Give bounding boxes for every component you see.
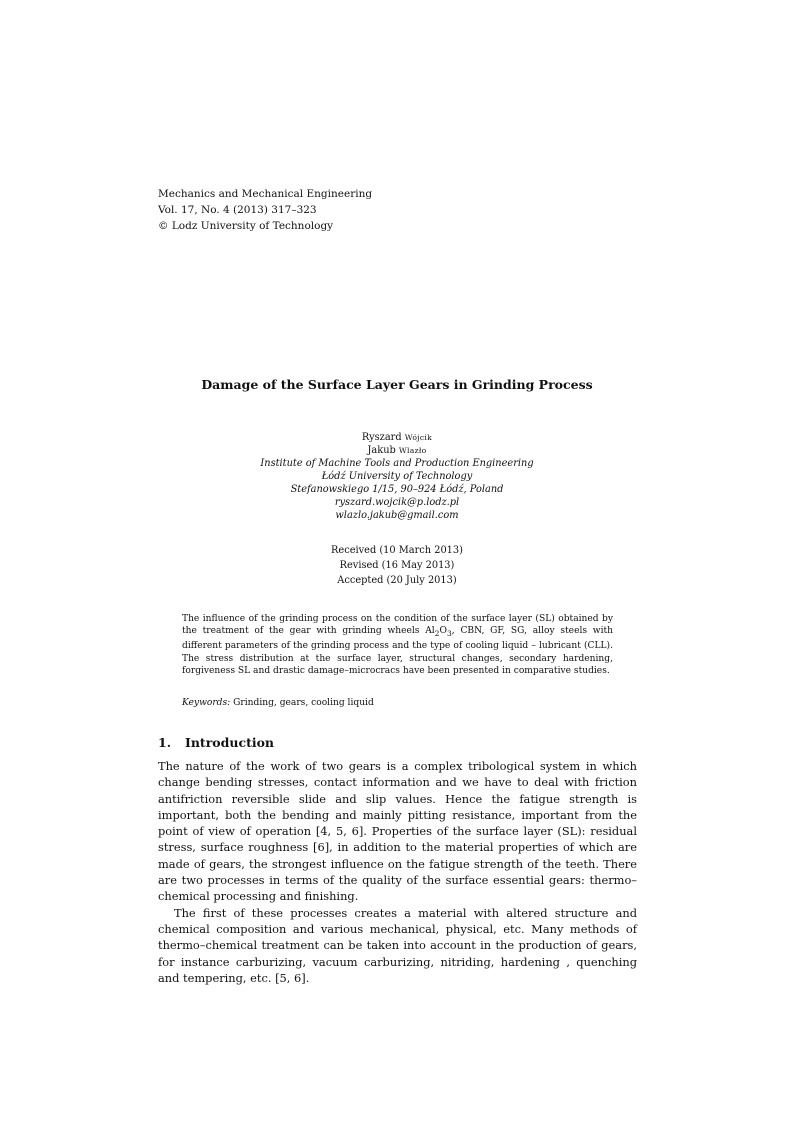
affiliation-institute: Institute of Machine Tools and Production Engineering <box>260 458 534 469</box>
abstract-subscript-1: 2 <box>434 629 440 639</box>
date-accepted: Accepted (20 July 2013) <box>337 575 457 586</box>
email-2: wlazlo.jakub@gmail.com <box>335 510 459 521</box>
paper-title: Damage of the Surface Layer Gears in Grinding Process <box>201 377 593 392</box>
body-text <box>158 758 637 986</box>
abstract-part-1: The influence of the grinding process on the condition of the surface layer (SL) obtained by the treatment of the gear with grinding wheels Al <box>182 614 613 637</box>
section-title: Introduction <box>185 735 275 750</box>
abstract-part-3: , CBN, GF, SG, alloy steels with different parameters of the grinding process and the type of cooling liquid – lubricant (CLL). The stress distribution at the surface layer, structural changes, secondary hardening, forgiveness SL and drastic damage–microcracs have been presented in comparative studies. <box>182 626 613 676</box>
paragraph-1: The nature of the work of two gears is a complex tribological system in which change bending stresses, contact information and we have to deal with friction antifriction reversible slide and slip values. Hence the fatigue strength is important, both the bending and mainly pitting resistance, important from the point of view of operation [4, 5, 6]. Properties of the surface layer (SL): residual stress, surface roughness [6], in addition to the material properties of which are made of gears, the strongest influence on the fatigue strength of the teeth. There are two processes in terms of the quality of the surface essential gears: thermo–chemical processing and finishing. <box>158 759 637 904</box>
email-1: ryszard.wojcik@p.lodz.pl <box>334 497 460 508</box>
paragraph-2: The first of these processes creates a material with altered structure and chemical composition and various mechanical, physical, etc. Many methods of thermo–chemical treatment can be taken into account in the production of gears, for instance carburizing, vacuum carburizing, nitriding, hardening , quenching and tempering, etc. [5, 6]. <box>158 905 637 985</box>
author-1-first: Ryszard <box>361 432 402 443</box>
author-2 <box>0 444 794 457</box>
abstract <box>182 613 613 677</box>
section-heading <box>158 735 274 750</box>
author-block <box>0 431 794 522</box>
section-number: 1. <box>158 735 172 750</box>
keywords-text: Grinding, gears, cooling liquid <box>233 698 374 708</box>
author-1-last: Wójcik <box>404 433 433 442</box>
keywords <box>182 697 613 709</box>
author-2-first: Jakub <box>367 445 396 456</box>
author-1 <box>0 431 794 444</box>
affiliation-address: Stefanowskiego 1/15, 90–924 Łódź, Poland <box>290 484 504 495</box>
journal-volume: Vol. 17, No. 4 (2013) 317–323 <box>158 204 317 216</box>
affiliation-university: Łódź University of Technology <box>321 471 473 482</box>
date-revised: Revised (16 May 2013) <box>339 560 455 571</box>
journal-publisher: © Lodz University of Technology <box>158 220 334 232</box>
author-2-last: Wlazło <box>398 446 427 455</box>
journal-name: Mechanics and Mechanical Engineering <box>158 188 373 200</box>
abstract-subscript-2: 3 <box>446 629 452 639</box>
keywords-label: Keywords: <box>182 698 231 708</box>
date-received: Received (10 March 2013) <box>331 545 463 556</box>
submission-dates <box>0 543 794 588</box>
journal-header <box>158 186 372 234</box>
abstract-part-2: O <box>439 626 447 637</box>
